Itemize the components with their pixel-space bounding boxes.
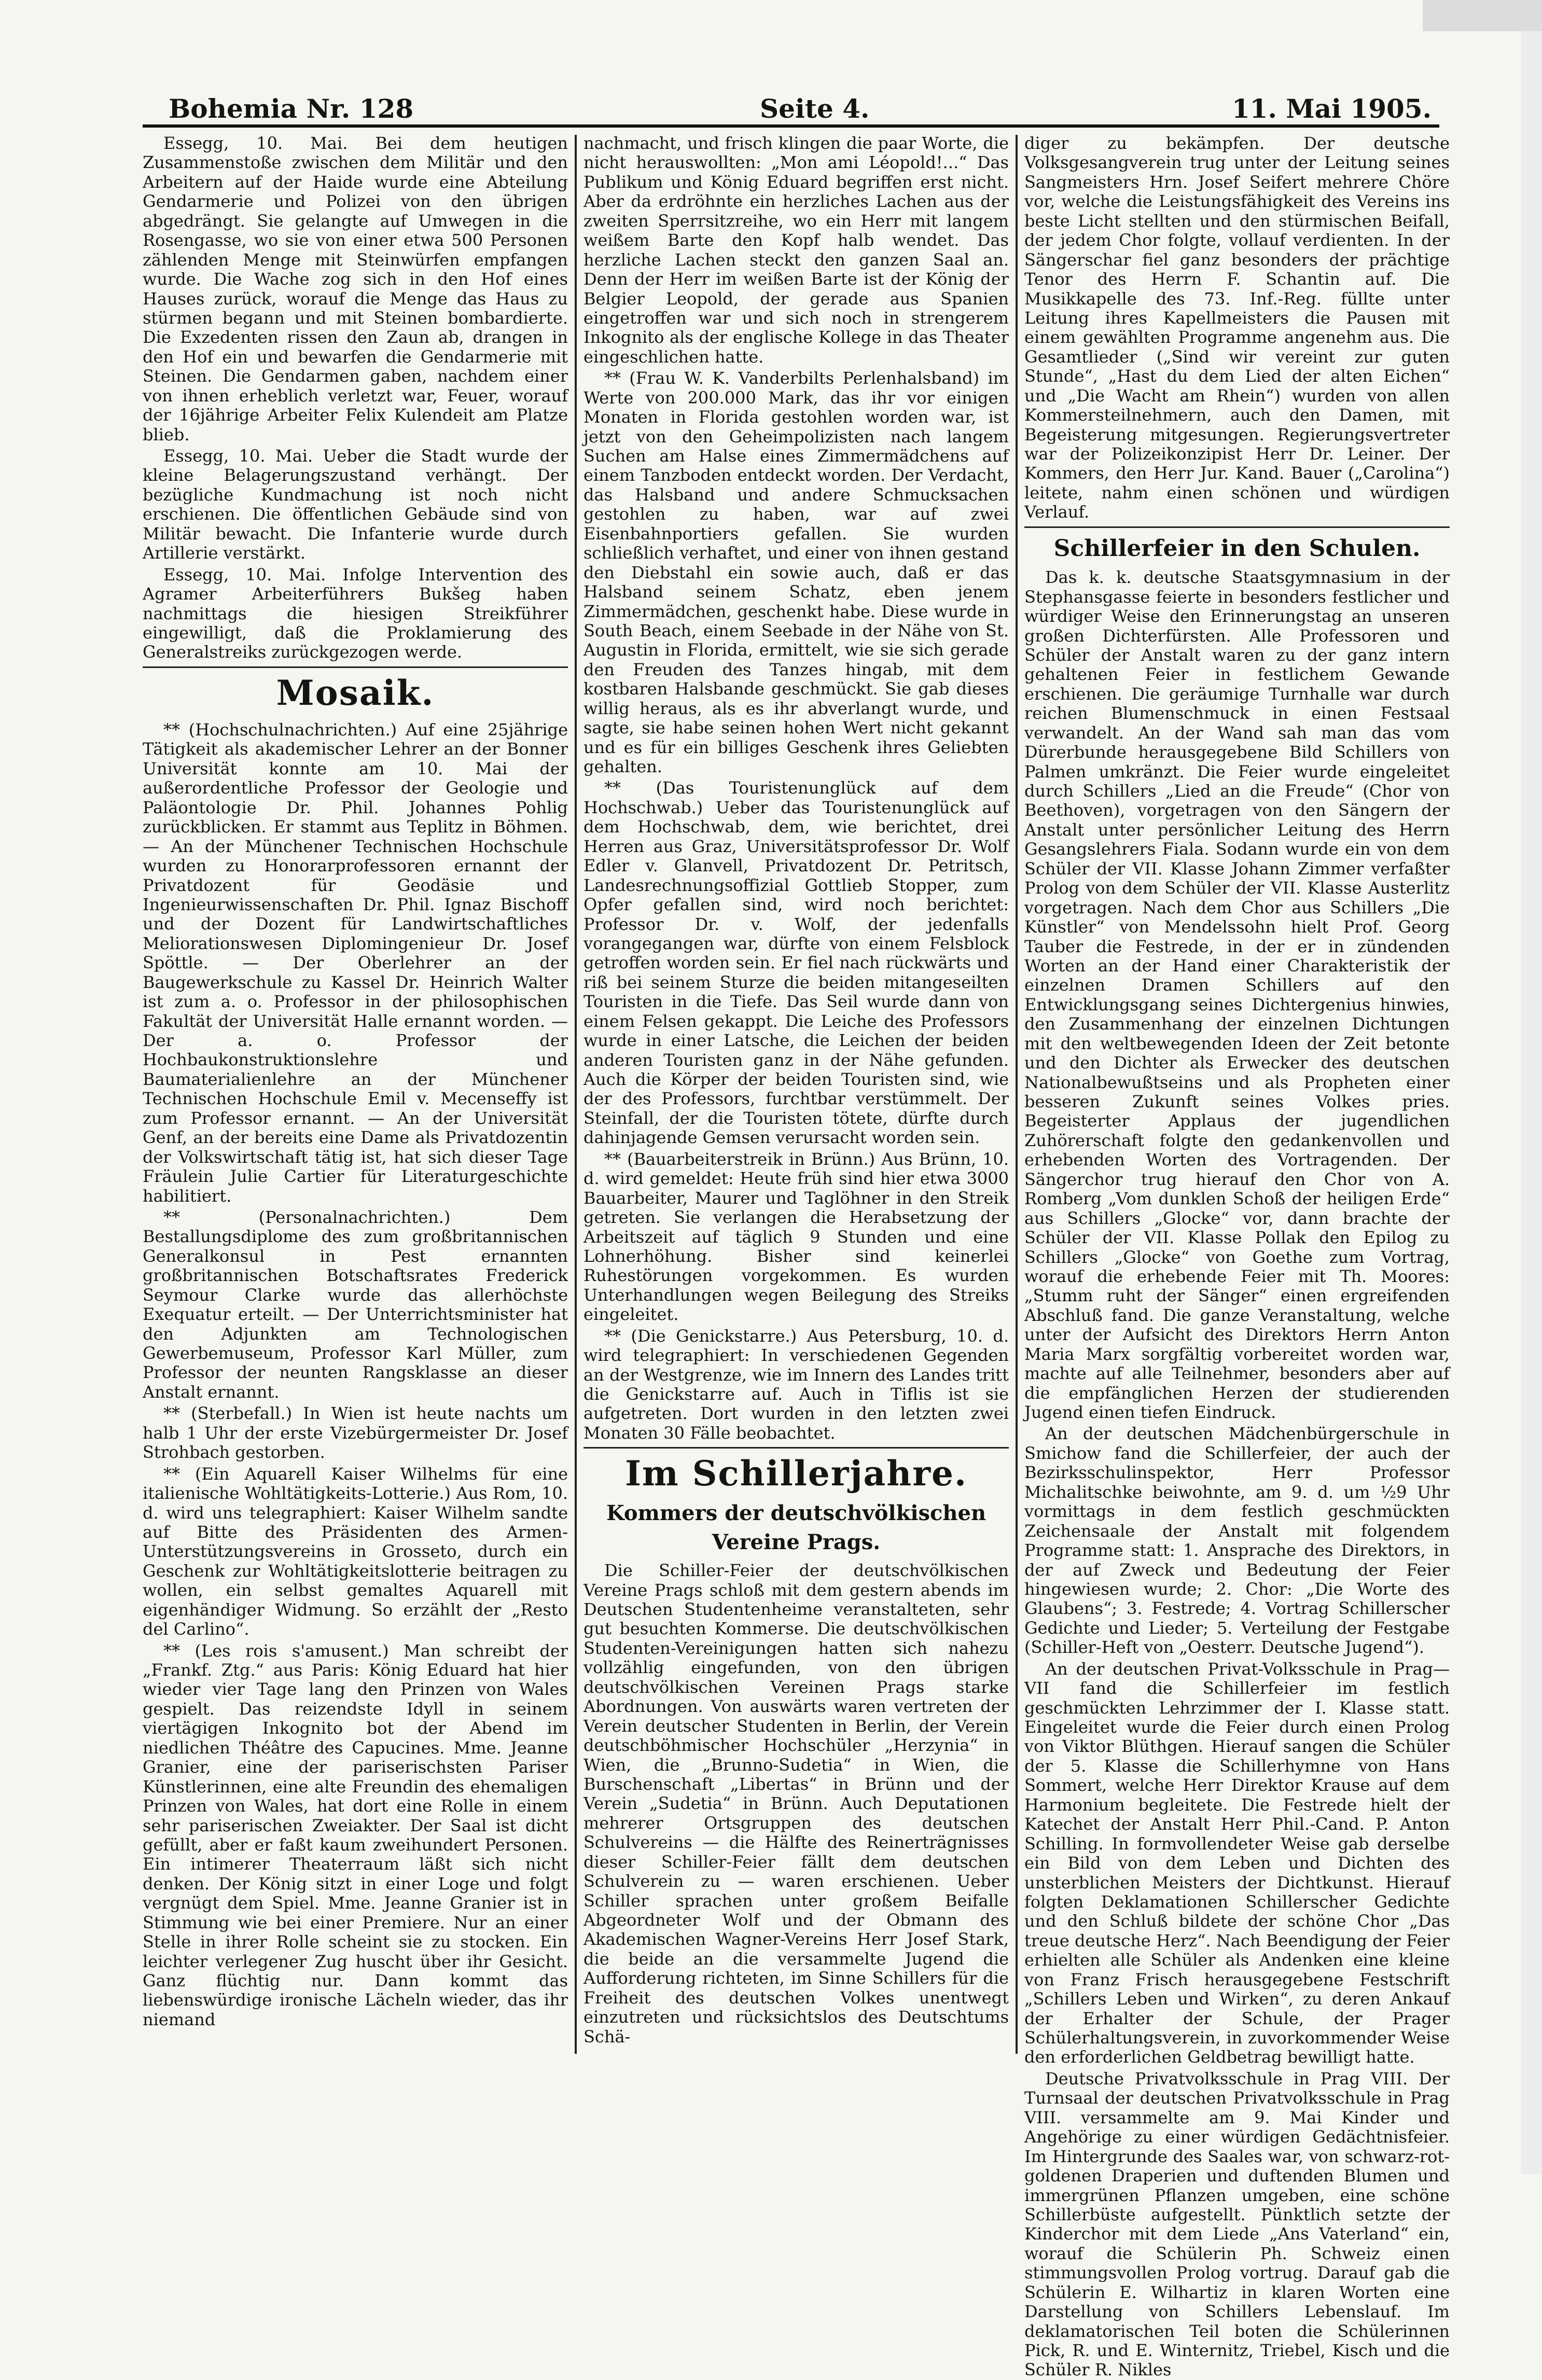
article-maedchenbuergerschule: An der deutschen Mädchenbürgerschule in Smichow fand die Schillerfeier, der auch der Bezirksschulinspektor, Herr Professor Michalitschke beiwohnte, am 9. d. um ½9 Uhr vormittags in dem festlich geschmückten Zeichensaale der Anstalt mit folgendem Programme statt: 1. Ansprache des Direktors, in der auf Zweck und Bedeutung der Feier hingewiesen wurde; 2. Chor: „Die Worte des Glaubens“; 3. Festrede; 4. Vortrag Schillerscher Gedichte und Lieder; 5. Verteilung der Festgabe (Schiller-Heft von „Oesterr. Deutsche Jugend“).	[1024, 1424, 1450, 1658]
article-schiller-feier-continued: diger zu bekämpfen. Der deutsche Volksgesangverein trug unter der Leitung seines Sangmeisters Hrn. Josef Seifert mehrere Chöre vor, welche die Leistungsfähigkeit des Vereins ins beste Licht stellten und den stürmischen Beifall, der jedem Chor folgte, vollauf verdienten. In der Sängerschar fiel ganz besonders der prächtige Tenor des Herrn F. Schantin auf. Die Musikkapelle des 73. Inf.-Reg. füllte unter Leitung ihres Kapellmeisters die Pausen mit einem gewählten Programme angenehm aus. Die Gesamtlieder („Sind wir vereint zur guten Stunde“, „Hast du dem Lied der alten Eichen“ und „Die Wacht am Rhein“) wurden von allen Kommersteilnehmern, auch den Damen, mit Begeisterung mitgesungen. Regierungsvertreter war der Polizeikonzipist Herr Dr. Leiner. Der Kommers, den Herr Jur. Kand. Bauer („Carolina“) leitete, nahm einen schönen und würdigen Verlauf.	[1024, 133, 1450, 522]
column-2	[584, 134, 1009, 2053]
article-essegg-1: Essegg, 10. Mai. Bei dem heutigen Zusammenstoße zwischen dem Militär und den Arbeitern auf der Haide wurde eine Abteilung Gendarmerie und Polizei von den übrigen abgedrängt. Sie gelangte auf Umwegen in die Rosengasse, wo sie von einer etwa 500 Personen zählenden Menge mit Steinwürfen empfangen wurde. Die Wache zog sich in den Hof eines Hauses zurück, worauf die Menge das Haus zu stürmen begann und mit Steinen bombardierte. Die Exzedenten rissen den Zaun ab, drangen in den Hof ein und bewarfen die Gendarmerie mit Steinen. Die Gendarmen gaben, nachdem einer von ihnen erheblich verletzt war, Feuer, worauf der 16jährige Arbeiter Felix Kulendeit am Platze blieb.	[143, 133, 568, 444]
header-newspaper-issue: Bohemia Nr. 128	[169, 93, 414, 124]
article-essegg-3: Essegg, 10. Mai. Infolge Intervention des Agramer Arbeiterführers Bukšeg haben nachmittags die hiesigen Streikführer eingewilligt, daß die Proklamierung des Generalstreiks zurückgezogen werde.	[143, 564, 568, 662]
page-header	[137, 88, 1437, 124]
section-title-schillerjahre: Im Schillerjahre.	[625, 1453, 967, 1494]
subtitle-kommers: Kommers der deutschvölkischen	[606, 1500, 987, 1525]
article-hochschulnachrichten: ** (Hochschulnachrichten.) Auf eine 25jährige Tätigkeit als akademischer Lehrer an der Bonner Universität konnte am 10. Mai der außerordentliche Professor der Geologie und Paläontologie Dr. Phil. Johannes Pohlig zurückblicken. Er stammt aus Teplitz in Böhmen. — An der Münchener Technischen Hochschule wurden zu Honorarprofessoren ernannt der Privatdozent für Geodäsie und Ingenieurwissenschaften Dr. Phil. Ignaz Bischoff und der Dozent für Landwirtschaftliches Meliorationswesen Diplomingenieur Dr. Josef Spöttle. — Der Oberlehrer an der Baugewerkschule zu Kassel Dr. Heinrich Walter ist zum a. o. Professor in der philosophischen Fakultät der Universität Halle ernannt worden. — Der a. o. Professor der Hochbaukonstruktionslehre und Baumaterialienlehre an der Münchener Technischen Hochschule Emil v. Mecenseffy ist zum Professor ernannt. — An der Universität Genf, an der bereits eine Dame als Privatdozentin der Volkswirtschaft tätig ist, hat sich dieser Tage Fräulein Julie Cartier für Literaturgeschichte habilitiert.	[143, 720, 568, 1206]
article-sterbefall: ** (Sterbefall.) In Wien ist heute nachts um halb 1 Uhr der erste Vizebürgermeister Dr. Josef Strohbach gestorben.	[143, 1403, 568, 1463]
header-rule	[143, 124, 1439, 128]
section-title-schillerfeier-schulen: Schillerfeier in den Schulen.	[1053, 535, 1421, 562]
scan-corner-shadow	[1423, 0, 1542, 31]
header-date: 11. Mai 1905.	[1231, 93, 1432, 124]
column-divider-2	[1016, 135, 1018, 2054]
article-les-rois: ** (Les rois s'amusent.) Man schreibt der „Frankf. Ztg.“ aus Paris: König Eduard hat hier wieder vier Tage lang den Prinzen von Wales gespielt. Das reizendste Idyll in seinem viertägigen Inkognito bot der Abend im niedlichen Théâtre des Capucines. Mme. Jeanne Granier, eine der pariserischsten Pariser Künstlerinnen, eine alte Freundin des ehemaligen Prinzen von Wales, hat dort eine Rolle in einem sehr pariserischen Zweiakter. Der Saal ist dicht gefüllt, aber er faßt kaum zweihundert Personen. Ein intimerer Theaterraum läßt sich nicht denken. Der König sitzt in einer Loge und folgt vergnügt dem Spiel. Mme. Jeanne Granier ist in Stimmung wie bei einer Premiere. Nur an einer Stelle in ihrer Rolle scheint sie zu stocken. Ein leichter verlegener Zug huscht über ihr Gesicht. Ganz flüchtig nur. Dann kommt das liebenswürdige ironische Lächeln wieder, das ihr niemand	[143, 1640, 568, 2029]
scan-edge-shadow	[1521, 31, 1542, 2174]
column-1	[143, 134, 568, 2053]
section-divider	[1024, 526, 1450, 528]
article-personalnachrichten: ** (Personalnachrichten.) Dem Bestallungsdiplome des zum großbritannischen Generalkonsul in Pest ernannten großbritannischen Botschaftsrates Frederick Seymour Clarke wurde das allerhöchste Exequatur erteilt. — Der Unterrichtsminister hat den Adjunkten am Technologischen Gewerbemuseum, Professor Karl Müller, zum Professor der neunten Rangsklasse an dieser Anstalt ernannt.	[143, 1207, 568, 1402]
article-genickstarre: ** (Die Genickstarre.) Aus Petersburg, 10. d. wird telegraphiert: In verschiedenen Gegenden an der Westgrenze, wie im Innern des Landes tritt die Genickstarre auf. Auch in Tiflis ist sie aufgetreten. Dort wurden in den letzten zwei Monaten 30 Fälle beobachtet.	[584, 1326, 1009, 1443]
article-privatvolksschule-viii: Deutsche Privatvolksschule in Prag VIII. Der Turnsaal der deutschen Privatvolksschule in Prag VIII. versammelte am 9. Mai Kinder und Angehörige zu einer würdigen Gedächtnisfeier. Im Hintergrunde des Saales war, von schwarz-rot-goldenen Draperien und duftenden Blumen und immergrünen Pflanzen umgeben, eine schöne Schillerbüste aufgestellt. Pünktlich setzte der Kinderchor mit dem Liede „Ans Vaterland“ ein, worauf die Schülerin Ph. Schweiz einen stimmungsvollen Prolog vortrug. Darauf gab die Schülerin E. Wilhartiz in klaren Worten eine Darstellung von Schillers Lebenslauf. Im deklamatorischen Teil boten die Schülerinnen Pick, R. und E. Winternitz, Triebel, Kisch und die Schüler R. Nikles	[1024, 2068, 1450, 2380]
section-title-mosaik: Mosaik.	[276, 672, 435, 713]
article-schiller-feier: Die Schiller-Feier der deutschvölkischen Vereine Prags schloß mit dem gestern abends im Deutschen Studentenheime veranstalteten, sehr gut besuchten Kommerse. Die deutschvölkischen Studenten-Vereinigungen hatten sich nahezu vollzählig eingefunden, von den übrigen deutschvölkischen Vereinen Prags starke Abordnungen. Von auswärts waren vertreten der Verein deutscher Studenten in Berlin, der Verein deutschböhmischer Hochschüler „Herzynia“ in Wien, die „Brunno-Sudetia“ in Wien, die Burschenschaft „Libertas“ in Brünn und der Verein „Sudetia“ in Brünn. Auch Deputationen mehrerer Ortsgruppen des deutschen Schulvereins — die Hälfte des Reinerträgnisses dieser Schiller-Feier fällt dem deutschen Schulverein zu — waren erschienen. Ueber Schiller sprachen unter großem Beifalle Abgeordneter Wolf und der Obmann des Akademischen Wagner-Vereins Herr Josef Stark, die beide an die versammelte Jugend die Aufforderung richteten, im Sinne Schillers für die Freiheit des deutschen Volkes unentwegt einzutreten und rücksichtslos des Deutschtums Schä-	[584, 1561, 1009, 2047]
article-essegg-2: Essegg, 10. Mai. Ueber die Stadt wurde der kleine Belagerungszustand verhängt. Der bezügliche Kundmachung ist noch nicht erschienen. Die öffentlichen Gebäude sind von Militär bewacht. Die Infanterie wurde durch Artillerie verstärkt.	[143, 446, 568, 563]
column-divider-1	[575, 135, 577, 2054]
article-vanderbilt: ** (Frau W. K. Vanderbilts Perlenhalsband) im Werte von 200.000 Mark, das ihr vor einigen Monaten in Florida gestohlen worden war, ist jetzt von den Geheimpolizisten nach langem Suchen am Halse eines Zimmermädchens auf einem Tanzboden entdeckt worden. Der Verdacht, das Halsband und andere Schmucksachen gestohlen zu haben, war auf zwei Eisenbahnportiers gefallen. Sie wurden schließlich verhaftet, und einer von ihnen gestand den Diebstahl ein sowie auch, daß er das Halsband seinem Schatz, eben jenem Zimmermädchen, geschenkt habe. Diese wurde in South Beach, einem Seebade in der Nähe von St. Augustin in Florida, ermittelt, wie sie sich gerade den Freuden des Tanzes hingab, mit dem kostbaren Halsbande geschmückt. Sie gab dieses willig heraus, als es ihr abverlangt wurde, und sagte, sie habe seinen hohen Wert nicht gekannt und es für ein billiges Geschenk ihres Geliebten gehalten.	[584, 368, 1009, 776]
section-divider	[584, 1447, 1009, 1449]
column-3	[1024, 133, 1450, 2380]
article-hochschwab: ** (Das Touristenunglück auf dem Hochschwab.) Ueber das Touristenunglück auf dem Hochschwab, dem, wie berichtet, drei Herren aus Graz, Universitätsprofessor Dr. Wolf Edler v. Glanvell, Privatdozent Dr. Petritsch, Landesrechnungsoffizial Gottlieb Stopper, zum Opfer gefallen sind, wird noch berichtet: Professor Dr. v. Wolf, der jedenfalls vorangegangen war, dürfte von einem Felsblock getroffen worden sein. Er fiel nach rückwärts und riß bei seinem Sturze die beiden mitangeseilten Touristen in die Tiefe. Das Seil wurde dann von einem Felsen gekappt. Die Leiche des Professors wurde in einer Latsche, die Leichen der beiden anderen Touristen ganz in der Nähe gefunden. Auch die Körper der beiden Touristen sind, wie der des Professors, furchtbar verstümmelt. Der Steinfall, der die Touristen tötete, dürfte durch dahinjagende Gemsen verursacht worden sein.	[584, 778, 1009, 1148]
article-staatsgymnasium: Das k. k. deutsche Staatsgymnasium in der Stephansgasse feierte in besonders festlicher und würdiger Weise den Erinnerungstag an unseren großen Dichterfürsten. Alle Professoren und Schüler der Anstalt waren zu der ganz intern gehaltenen Feier in festlichem Gewande erschienen. Die geräumige Turnhalle war durch reichen Blumenschmuck in einen Festsaal verwandelt. An der Wand sah man das vom Dürerbunde herausgegebene Bild Schillers von Palmen umkränzt. Die Feier wurde eingeleitet durch Schillers „Lied an die Freude“ (Chor von Beethoven), vorgetragen von den Sängern der Anstalt unter persönlicher Leitung des Herrn Gesangslehrers Fiala. Sodann wurde ein von dem Schüler der VII. Klasse Johann Zimmer verfaßter Prolog von dem Schüler der VII. Klasse Austerlitz vorgetragen. Nach dem Chor aus Schillers „Die Künstler“ von Mendelssohn hielt Prof. Georg Tauber die Festrede, in der er in zündenden Worten an der Hand einer Charakteristik der einzelnen Dramen Schillers auf den Entwicklungsgang seines Dichtergenius hinwies, den Zusammenhang der einzelnen Dichtungen mit den weltbewegenden Ideen der Zeit betonte und den Dichter als Erwecker des deutschen Nationalbewußtseins und als Propheten einer besseren Zukunft seines Volkes pries. Begeisterter Applaus der jugendlichen Zuhörerschaft folgte den gedankenvollen und erhebenden Worten des Vortragenden. Der Sängerchor trug hierauf den Chor von A. Romberg „Vom dunklen Schoß der heiligen Erde“ aus Schillers „Glocke“ vor, dann brachte der Schüler der VII. Klasse Pollak den Epilog zu Schillers „Glocke“ von Goethe zum Vortrag, worauf die erhebende Feier mit Th. Moores: „Stumm ruht der Sänger“ einen ergreifenden Abschluß fand. Die ganze Veranstaltung, welche unter der Aufsicht des Direktors Herrn Anton Maria Marx sorgfältig vorbereitet worden war, machte auf alle Teilnehmer, besonders aber auf die empfänglichen Herzen der studierenden Jugend einen tiefen Eindruck.	[1024, 567, 1450, 1423]
header-page-number: Seite 4.	[760, 93, 870, 124]
article-bauarbeiterstreik: ** (Bauarbeiterstreik in Brünn.) Aus Brünn, 10. d. wird gemeldet: Heute früh sind hier etwa 3000 Bauarbeiter, Maurer und Taglöhner in den Streik getreten. Sie verlangen die Herabsetzung der Arbeitszeit auf täglich 9 Stunden und eine Lohnerhöhung. Bisher sind keinerlei Ruhestörungen vorgekommen. Es wurden Unterhandlungen wegen Beilegung des Streiks eingeleitet.	[584, 1149, 1009, 1325]
subtitle-vereine: Vereine Prags.	[712, 1530, 881, 1555]
article-aquarell: ** (Ein Aquarell Kaiser Wilhelms für eine italienische Wohltätigkeits-Lotterie.) Aus Rom, 10. d. wird uns telegraphiert: Kaiser Wilhelm sandte auf Bitte des Präsidenten des Armen-Unterstützungsvereins in Grosseto, durch ein Geschenk zur Wohltätigkeitslotterie beitragen zu wollen, ein selbst gemaltes Aquarell mit eigenhändiger Widmung. So erzählt der „Resto del Carlino“.	[143, 1464, 568, 1639]
section-divider	[143, 666, 568, 668]
article-privat-volksschule-vii: An der deutschen Privat-Volksschule in Prag—VII fand die Schillerfeier im festlich geschmückten Lehrzimmer der I. Klasse statt. Eingeleitet wurde die Feier durch einen Prolog von Viktor Blüthgen. Hierauf sangen die Schüler der 5. Klasse die Schillerhymne von Hans Sommert, welche Herr Direktor Krause auf dem Harmonium begleitete. Die Festrede hielt der Katechet der Anstalt Herr Phil.-Cand. P. Anton Schilling. In formvollendeter Weise gab derselbe ein Bild von dem Leben und Dichten des unsterblichen Meisters der Dichtkunst. Hierauf folgten Deklamationen Schillerscher Gedichte und den Schluß bildete der schöne Chor „Das treue deutsche Herz“. Nach Beendigung der Feier erhielten alle Schüler als Andenken eine kleine von Franz Frisch herausgegebene Festschrift „Schillers Leben und Wirken“, zu deren Ankauf der Erhalter der Schule, der Prager Schülerhaltungsverein, in zuvorkommender Weise den erforderlichen Geldbetrag bewilligt hatte.	[1024, 1659, 1450, 2067]
article-les-rois-continued: nachmacht, und frisch klingen die paar Worte, die nicht herauswollten: „Mon ami Léopold!...“ Das Publikum und König Eduard begriffen erst nicht. Aber da erdröhnte ein herzliches Lachen aus der zweiten Sperrsitzreihe, wo ein Herr mit langem weißem Barte den Kopf halb wendet. Das herzliche Lachen steckt den ganzen Saal an. Denn der Herr im weißen Barte ist der König der Belgier Leopold, der gerade aus Spanien eingetroffen war und sich noch in strengerem Inkognito als der englische Kollege in das Theater eingeschlichen hatte.	[584, 133, 1009, 367]
